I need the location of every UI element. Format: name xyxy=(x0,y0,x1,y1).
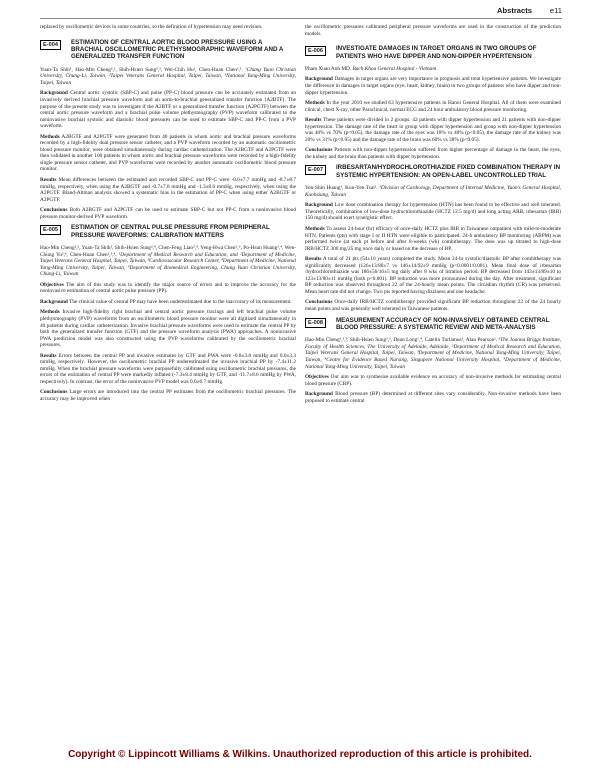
section-text: To assess 24-hour (hr) efficacy of once-daily HCTZ plus IRB in Taiwanese outpatient with mild-to-moderate HTN. Patients (pts) with stage I or II HTN were eligible to participated. 24-h ambulatory BP monitoring (ABPM) was performed twice (at each pt before and after 8-weeks (wk) combitherapy. The dose was up titrated to high-dose IRB/HCTZ 300 mg/25 mg once daily or based on the decrease of BP. xyxy=(305,226,562,252)
section-text: In the year 2010 we studied 63 hypertensive patients in Hanoi General Hospital. All of them were examined clinical, chest X-ray, other Paraclinical, normal ECG and 24 hour ambulatory blood pressure monitoring. xyxy=(305,100,561,113)
section-text: Patients with non-dipper hypertension suffered from higher percentage of damage in the heart, the eyes, the kidney and the brain than patients with dipper hypertension. xyxy=(305,147,562,160)
copyright-footer: Copyright © Lippincott Williams & Wilkins. Unauthorized reproduction of this article is prohibited. xyxy=(68,749,532,760)
abstract-section xyxy=(40,299,296,306)
abstract-authors xyxy=(305,337,561,370)
abstract-title: ESTIMATION OF CENTRAL AORTIC BLOOD PRESSURE USING A BRACHIAL OSCILLOMETRIC PLETHYSMOGRAPHIC WAVEFORM AND A GENERALIZED TRANSFER FUNCTION xyxy=(70,38,284,61)
right-column-continuation: the oscillometric pressures calibrated peripheral pressure waveforms are used in the construction of the prediction models. xyxy=(305,24,561,37)
left-column-continuation: replaced by oscillometric devices in some countries, so the definition of hypertension may need revision. xyxy=(40,24,263,30)
author-affiliations: ¹Division of Cardiology, Department of Internal Medicine, Yuan's General Hospital, Kaohsiung, Taiwan xyxy=(305,185,561,198)
abstract-section xyxy=(40,90,296,129)
section-label: Conclusions xyxy=(40,389,68,396)
section-label: Results xyxy=(305,117,322,124)
abstract-header xyxy=(40,39,296,61)
header-rule xyxy=(40,18,562,19)
abstract-section xyxy=(40,282,296,295)
page-number: e11 xyxy=(549,6,562,15)
author-affiliations: ¹The Joanna Briggs Institute, Faculty of Health Sciences, The University of Adelaide, Adelaide, ²Department of Medical Research and Education, Taipei Veterans General Hospital, Taipei, Taiwan, ³Department of Medicine, National Yang-Ming University, Taipei, Taiwan, ⁴Centre for Evidence Based Nursing, Singapore National University Hospital, ⁵Department of Medicine, National Yang-Ming University, Taipei, Taiwan xyxy=(305,337,561,370)
abstract-section xyxy=(305,76,561,96)
abstract-id-box: E-007 xyxy=(305,165,326,175)
section-label: Background xyxy=(305,391,333,398)
abstract-authors xyxy=(305,66,561,73)
abstract-section xyxy=(40,177,296,203)
section-text: The clinical value of central PP may have been underestimated due to the inaccuracy of its measurement. xyxy=(69,298,292,305)
section-label: Conclusions xyxy=(40,207,68,214)
section-label: Background xyxy=(305,202,333,209)
abstract-section xyxy=(305,117,561,143)
section-label: Background xyxy=(40,298,68,305)
abstract-header xyxy=(305,45,561,60)
abstract-block xyxy=(305,45,561,160)
journal-section-title: Abstracts xyxy=(496,6,532,15)
abstract-section xyxy=(305,202,561,222)
abstract-block xyxy=(40,224,296,402)
author-affiliations: Bach Khoa General Hospital - Vietnam xyxy=(352,65,437,72)
section-label: Results xyxy=(305,256,322,263)
abstract-block xyxy=(305,164,561,312)
section-text: Low dose combination therapy for hypertension (HTN) has been found to be effective and well tolerated. Theoretically, combination of low-dose hydrochlorothiazide (HCTZ 12.5 mg/d) and long acting ARB, irbesartan (IRB) 150 mg/d) should exert synergistic effect. xyxy=(305,202,562,222)
section-label: Conclusions xyxy=(305,299,333,306)
abstract-section xyxy=(40,389,296,402)
abstract-title: IRBESARTAN/HYDROCHLOROTHIAZIDE FIXED COMBINATION THERAPY IN SYSTEMIC HYPERTENSION: AN OPEN-LABEL UNCONTROLLED TRIAL xyxy=(335,164,561,179)
section-text: Large errors are introduced into the central PP estimates from the oscillometric brachial pressures. The accuracy may be improved when xyxy=(40,389,296,402)
abstract-section xyxy=(40,353,296,386)
section-text: Once-daily IRB/HCTZ combitherapy provided significant BP reduction throughout 22 of the 24 hourly mean points and was generally well tolerated in Taiwanese patients. xyxy=(305,299,561,313)
section-label: Objectives xyxy=(305,374,329,381)
abstract-section xyxy=(305,374,561,387)
abstract-section xyxy=(305,226,561,252)
author-names: Yuan-Ta Shih¹, Hao-Min Cheng²,³, Shih-Hsien Sung²,³, Wei-Chih Hu¹, Chen-Huan Chen²,³. xyxy=(40,66,243,73)
abstract-section xyxy=(40,207,296,220)
abstract-section xyxy=(40,309,296,348)
section-text: Invasive high-fidelity right brachial and central aortic pressure tracings and left brachial pulse volume plethysmography (PVP) waveforms from an oscillometric blood pressure monitor were all digitized simultaneously in 40 patients during cardiac catheterization. Invasive brachial pressure waveforms were used to estimate the central PP by both the generalized transfer function (GTF) and the pressure waveform analysis (PWA) approaches. A noninvasive PWA prediction model was also constructed using the PVP waveforms calibrated by the oscillometric brachial pressures. xyxy=(40,309,296,349)
section-text: Blood pressure (BP) determined at different sites vary considerably. Non-invasive methods have been proposed to estimate central xyxy=(305,391,561,404)
section-text: Damages in target organs are very importance in prognosis and treat hypertensive patients. We investigate the difference in damages in target organs (eye, heart, kidney, brain) in two groups of patients who have dipper and non-dipper hypertension. xyxy=(305,76,561,96)
abstract-section xyxy=(305,147,561,160)
section-text: Errors between the central PP and invasive estimates by GTF and PWA were -0.8±3.8 mmHg and 0.0±3.3 mmHg, respectively. However, the oscillometric brachial PP underestimated the invasive brachial PP by -7.4±11.2 mmHg. When the brachial pressure waveforms were purposefully calibrated using oscillometric brachial pressures, the errors of the estimation of central PP were markedly inflated (-7.3±8.4 mmHg by GTF, and -11.7±8.6 mmHg by PWA, respectively). In contrast, the error of the noninvasive PVP model was 0.0±6.7 mmHg. xyxy=(40,352,297,385)
section-text: A total of 21 pts (54±10 years) completed the study. Mean 24-hr systolic/diastolic BP after combitherapy was significantly decreased (126±13/80±7 vs 146±14/92±9 mmHg (p<0.0001/0.001). Mean final dose of irbesartan /hydrochlorothiazide was 186±56/16±5 mg daily after 8 wks of titration period. BP decreased from 143±13/89±10 to 123±13/80±11 mmHg (both p<0.001). BP reduction was more pronounced during the day. After treatment, significant BP reduction was observed throughout 22 of the 24-hourly mean points. The circadian rhythm (CR) was preserved. Mean heart rate did not change. Two pts reported having dizziness and one headache. xyxy=(305,256,561,295)
section-label: Conclusions xyxy=(305,147,333,154)
author-affiliations: ¹Department of Medical Research and Education, and ²Department of Medicine, Taipei Veterans General Hospital, Taipei, Taiwan, ³Cardiovascular Research Center, ⁴Department of Medicine, National Yang-Ming University, Taipei, Taiwan, ⁵Department of Biomedical Engineering, Chung Yuan Christian University, Chung-Li, Taiwan xyxy=(40,251,296,278)
section-text: A2BGTF and A2PGTF were generated from 40 patients in whom aortic and brachial pressure waveforms recorded by a high-fidelity dual pressure sensor catheter, and a PVP waveform recorded by an automatic oscillometric blood pressure monitor, were obtained simultaneously during cardiac catheterization. The A2BGTF and A2PGTF were then validated in another 100 patients in whom aortic and brachial pressure waveforms were recorded by a high-fidelity single pressure sensor catheter, and PVP waveforms were recorded by another automatic oscillometric blood pressure monitor. xyxy=(40,133,296,173)
author-names: Hao-Min Cheng¹,²,³, Shih-Hsien Sung²,³, Dean Long¹,⁴, Catelin Turlamus¹, Alan Pearson¹. xyxy=(305,337,498,344)
page-header xyxy=(0,0,600,24)
section-text: Both A2BGTF and A2PGTF can be used to estimate SBP-C but not PP-C from a noninvasive blood pressure monitor-derived PVP waveform. xyxy=(40,207,296,220)
abstract-id-box: E-006 xyxy=(305,46,326,56)
abstract-section xyxy=(40,134,296,173)
abstract-header xyxy=(40,224,296,239)
author-names: Pham Xuan Anh MD. xyxy=(305,65,352,72)
abstract-authors xyxy=(40,67,296,87)
abstract-section xyxy=(305,256,561,295)
abstract-header xyxy=(305,164,561,179)
section-label: Background xyxy=(40,90,68,97)
section-text: Our aim was to synthesise available evidence on accuracy of non-invasive methods for estimating central blood pressure (CBP). xyxy=(305,374,561,387)
author-names: Hao-Min Cheng¹,², Yuan-Ta Shih³, Shih-Hsien Sung²,⁴, Chen-Feng Liao²,⁴, Yeng-Hwa Chen⁵,⁶, Po-Hsun Huang²,⁴, Wen-Chung Yu²,⁴, Chen-Huan Chen¹,²,⁴. xyxy=(40,245,296,258)
abstract-block xyxy=(40,39,296,221)
section-label: Results xyxy=(40,176,57,183)
abstract-authors xyxy=(40,245,296,278)
section-label: Methods xyxy=(40,133,60,140)
abstract-id-box: E-004 xyxy=(40,40,61,50)
abstract-authors xyxy=(305,185,561,198)
abstract-section xyxy=(305,391,561,404)
abstract-id-box: E-005 xyxy=(40,225,61,235)
author-names: Yen-Shin Huang¹, Kun-Yen Tsai¹. xyxy=(305,185,378,192)
section-text: These patients were divided in 2 groups: 42 patients with dipper hypertension and 21 patients with non-dipper hypertension. The damage rate of the heart in group with dipper hypertension and group with non-dipper hypertension was 40% vs 70% (p<0.05), the damage rate of the eyes was 18% vs 40% (p<0.05), the damage rate of the kidney was 20% vs 31% (p<0.05) and the damage rate of the brain was 60% vs 38% (p<0.05). xyxy=(305,117,562,143)
section-label: Methods xyxy=(40,309,60,316)
right-column xyxy=(305,24,561,408)
abstract-section xyxy=(305,100,561,113)
abstract-id-box: E-008 xyxy=(305,318,326,328)
section-label: Methods xyxy=(305,226,325,233)
section-text: Mean differences between the estimated and recorded SBP-C and PP-C were -0.6±7.7 mmHg and -8.7±8.7 mmHg, respectively, when using the A2BGTF and -0.7±7.8 mmHg and -1.3±8.6 mmHg, respectively, when using the A2PGTF. Bland-Altman analysis showed a systematic bias in the estimation of PP-C when using either A2BGTF or A2PGTF. xyxy=(40,176,296,203)
section-text: The aim of this study was to identify the major source of errors and to improve the accuracy for the noninvasive estimation of central aortic pulse pressure (PP). xyxy=(40,281,297,295)
section-label: Methods xyxy=(305,100,325,107)
abstract-title: ESTIMATION OF CENTRAL PULSE PRESSURE FROM PERIPHERAL PRESSURE WAVEFORMS: CALIBRATION MATTERS xyxy=(70,224,270,239)
section-text: Central aortic systolic (SBP-C) and pulse (PP-C) blood pressure can be accurately estimated from an invasively derived brachial pressure waveform and an aorto-to-brachial generalized transfer function (A2BTF). The purpose of the present study was to investigate if the A2BTF or a generalized transfer function (A2PGTF) between the central aortic pressure waveform and a brachial pulse volume plethysmography (PVP) waveform calibrated to the noninvasive brachial systolic and diastolic blood pressures can be used to estimate SBP-C and PP-C from a PVP waveform. xyxy=(40,90,297,130)
abstract-block xyxy=(305,317,561,405)
abstract-title: MEASUREMENT ACCURACY OF NON-INVASIVELY OBTAINED CENTRAL BLOOD PRESSURE: A SYSTEMATIC REVIEW AND META-ANALYSIS xyxy=(335,316,550,331)
section-label: Results xyxy=(40,352,57,359)
abstract-section xyxy=(305,299,561,312)
left-column xyxy=(40,24,296,407)
abstract-header xyxy=(305,317,561,332)
abstract-title: INVESTIGATE DAMAGES IN TARGET ORGANS IN TWO GROUPS OF PATIENTS WHO HAVE DIPPER AND NON-DIPPER HYPERTENSION xyxy=(335,45,537,60)
section-label: Objectives xyxy=(40,281,64,288)
section-label: Background xyxy=(305,76,333,83)
author-affiliations: ¹Chung Yuan Christian University, Chung-Li, Taiwan, ²Taipei Veterans General Hospital, Taipei, Taiwan, ³National Yang-Ming University, Taipei, Taiwan xyxy=(40,66,297,86)
